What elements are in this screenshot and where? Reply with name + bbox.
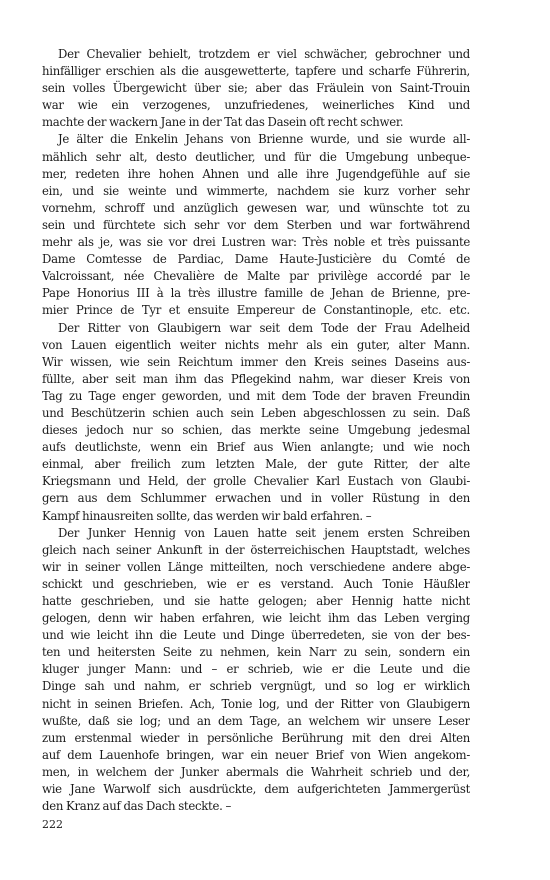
text-line: sein volles Übergewicht über sie; aber das Fräulein von Saint-Trouin: [42, 81, 470, 96]
text-line: wir in seiner vollen Länge mitteilten, noch verschiedene andere abge-: [42, 559, 470, 574]
text-line: sein und fürchtete sich sehr vor dem Sterben und war fortwährend: [42, 217, 470, 232]
text-line: Der Chevalier behielt, trotzdem er viel schwächer, gebrochner und: [58, 47, 470, 61]
text-line: war wie ein verzogenes, unzufriedenes, weinerliches Kind und: [42, 98, 470, 113]
text-line: Der Junker Hennig von Lauen hatte seit jenem ersten Schreiben: [58, 525, 470, 540]
text-line: aufs deutlichste, wenn ein Brief aus Wien anlangte; und wie noch: [42, 440, 470, 455]
text-line: füllte, aber seit man ihm das Pflegekind nahm, war dieser Kreis von: [42, 371, 470, 386]
text-line: den Kranz auf das Dach steckte. –: [42, 799, 232, 814]
text-line: und Beschützerin schien auch sein Leben abgeschlossen zu sein. Daß: [42, 405, 470, 420]
paragraph: [42, 320, 470, 525]
text-line: mier Prince de Tyr et ensuite Empereur de Constantinople, etc. etc.: [42, 303, 470, 318]
text-line: machte der wackern Jane in der Tat das Dasein oft recht schwer.: [42, 115, 404, 130]
text-line: wußte, daß sie log; und an dem Tage, an welchem wir unsere Leser: [42, 713, 470, 728]
text-line: gleich nach seiner Ankunft in der österreichischen Hauptstadt, welches: [42, 542, 470, 557]
text-line: schickt und geschrieben, wie er es verstand. Auch Tonie Häußler: [42, 576, 470, 591]
text-line: Dame Comtesse de Pardiac, Dame Haute-Justicière du Comté de: [42, 252, 470, 267]
text-line: nicht in seinen Briefen. Ach, Tonie log, und der Ritter von Glaubigern: [42, 696, 470, 711]
text-line: kluger junger Mann: und – er schrieb, wie er die Leute und die: [42, 662, 470, 677]
text-line: Tag zu Tage enger geworden, und mit dem Tode der braven Freundin: [42, 388, 470, 403]
text-line: Wir wissen, wie sein Reichtum immer den Kreis seines Daseins aus-: [42, 354, 470, 369]
text-line: Kriegsmann und Held, der grolle Chevalier Karl Eustach von Glaubi-: [42, 474, 470, 489]
text-line: men, in welchem der Junker abermals die Wahrheit schrieb und der,: [42, 764, 470, 779]
text-line: Dinge sah und nahm, er schrieb vergnügt, und so log er wirklich: [42, 679, 470, 694]
text-line: vornehm, schroff und anzüglich gewesen war, und wünschte tot zu: [42, 200, 470, 215]
text-line: zum erstenmal wieder in persönliche Berührung mit den drei Alten: [42, 730, 470, 745]
text-line: Valcroissant, née Chevalière de Malte par privilège accordé par le: [42, 269, 470, 284]
text-line: mählich sehr alt, desto deutlicher, und für die Umgebung unbeque-: [42, 149, 470, 164]
text-line: mehr als je, was sie vor drei Lustren war: Très noble et très puissante: [42, 235, 470, 250]
text-line: auf dem Lauenhofe bringen, war ein neuer Brief von Wien angekom-: [42, 747, 470, 762]
text-line: Je älter die Enkelin Jehans von Brienne wurde, und sie wurde all-: [58, 132, 470, 147]
text-line: wie Jane Warwolf sich ausdrückte, dem aufgerichteten Jammergerüst: [42, 782, 470, 797]
text-line: dieses jedoch nur so schien, das merkte seine Umgebung jedesmal: [42, 423, 470, 438]
paragraph: [42, 525, 470, 816]
text-line: mer, redeten ihre hohen Ahnen und alle ihre Jugendgefühle auf sie: [42, 166, 470, 181]
text-line: von Lauen eigentlich weiter nichts mehr als ein guter, alter Mann.: [42, 337, 470, 352]
text-line: gelogen, denn wir haben erfahren, wie leicht ihm das Leben verging: [42, 611, 470, 626]
text-line: hinfälliger erschien als die ausgewetterte, tapfere und scharfe Führerin,: [42, 64, 470, 79]
text-page: [42, 46, 470, 815]
text-line: gern aus dem Schlummer erwachen und in voller Rüstung in den: [42, 491, 470, 506]
text-line: Kampf hinausreiten sollte, das werden wir bald erfahren. –: [42, 508, 372, 523]
text-line: ein, und sie weinte und wimmerte, nachdem sie kurz vorher sehr: [42, 183, 470, 198]
paragraph: [42, 46, 470, 131]
text-line: und wie leicht ihn die Leute und Dinge überredeten, sie von der bes-: [42, 628, 470, 643]
page-number: 222: [42, 818, 63, 831]
text-line: hatte geschrieben, und sie hatte gelogen; aber Hennig hatte nicht: [42, 594, 470, 608]
paragraph: [42, 131, 470, 319]
text-line: Der Ritter von Glaubigern war seit dem Tode der Frau Adelheid: [58, 320, 470, 335]
text-line: einmal, aber freilich zum letzten Male, der gute Ritter, der alte: [42, 457, 470, 472]
text-line: ten und heitersten Seite zu nehmen, kein Narr zu sein, sondern ein: [42, 645, 470, 660]
text-line: Pape Honorius III à la très illustre famille de Jehan de Brienne, pre-: [42, 286, 470, 301]
